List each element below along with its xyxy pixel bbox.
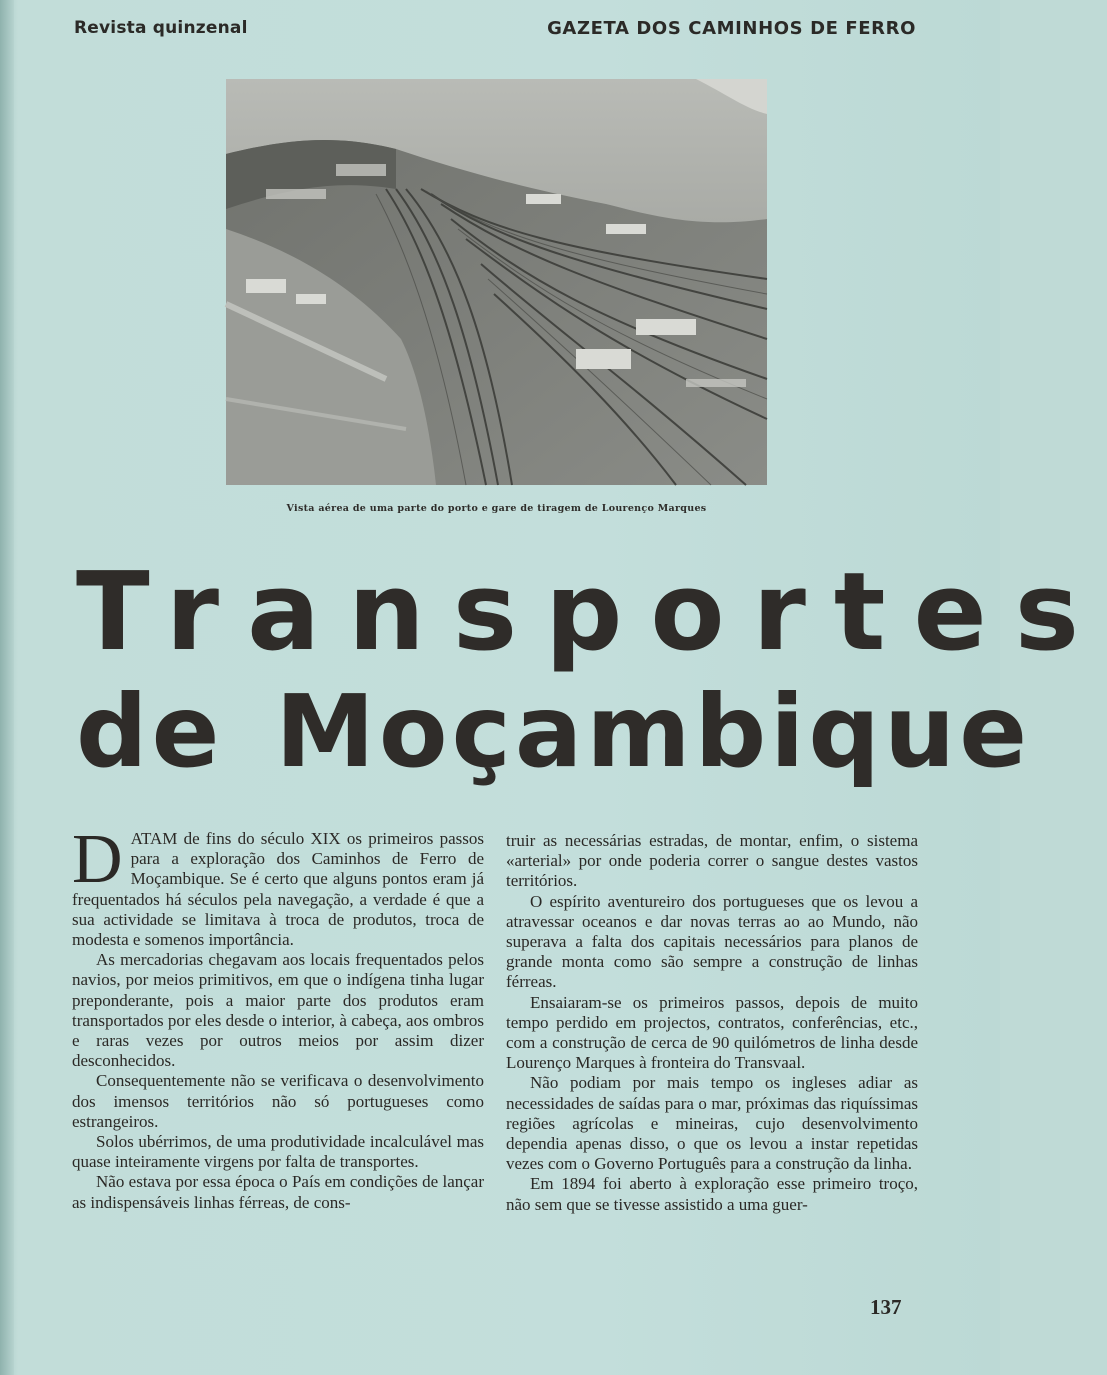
- article-paragraph-continuation: truir as necessárias estradas, de montar, enfim, o sistema «arterial» por onde poderia correr o sangue destes vastos territórios.: [506, 831, 918, 891]
- article-paragraph: Em 1894 foi aberto à exploração esse primeiro troço, não sem que se tivesse assistido a uma guer-: [506, 1174, 918, 1214]
- article-paragraph: Não podiam por mais tempo os ingleses adiar as necessidades de saídas para o mar, próximas das riquíssimas regiões agrícolas e mineiras, cujo desenvolvimento dependia apenas disso, o que os levou a instar repetidas vezes com o Governo Português para a construção da linha.: [506, 1073, 918, 1174]
- article-title-line-1: Transportes: [76, 550, 1107, 675]
- article-paragraph: As mercadorias chegavam aos locais frequentados pelos navios, por meios primitivos, em que o indígena tinha lugar preponderante, pois a maior parte dos produtos eram transportados por eles desde o interior, à cabeça, aos ombros e raras vezes por outros meios por assim dizer desconhecidos.: [72, 950, 484, 1071]
- photo-caption: Vista aérea de uma parte do porto e gare de tiragem de Lourenço Marques: [286, 503, 707, 514]
- page-number: 137: [870, 1295, 902, 1319]
- paragraph-text: ATAM de fins do século XIX os primeiros passos para a exploração dos Caminhos de Ferro de Moçambique. Se é certo que alguns pontos eram já frequentados há séculos pela navegação, a verdade é que a sua actividade se limitava à troca de produtos, troca de modesta e somenos importância.: [72, 829, 484, 950]
- aerial-photo: [226, 79, 767, 485]
- article-column-right: [506, 831, 918, 1215]
- article-title-word-de: de: [76, 673, 224, 790]
- page-spine-shadow: [0, 0, 14, 1375]
- header-issue-frequency: Revista quinzenal: [74, 18, 248, 38]
- article-paragraph: Ensaiaram-se os primeiros passos, depois de muito tempo perdido em projectos, contratos, conferências, etc., com a construção de cerca de 90 quilómetros de linha desde Lourenço Marques à fronteira do Transvaal.: [506, 992, 918, 1073]
- article-paragraph: Não estava por essa época o País em condições de lançar as indispensáveis linhas férreas, de cons-: [72, 1172, 484, 1212]
- article-paragraph: Solos ubérrimos, de uma produtividade incalculável mas quase inteiramente virgens por falta de transportes.: [72, 1132, 484, 1172]
- aerial-photo-icon: [226, 79, 767, 485]
- article-paragraph: [72, 821, 484, 950]
- drop-cap: D: [72, 821, 123, 898]
- article-paragraph: O espírito aventureiro dos portugueses que os levou a atravessar oceanos e dar novas terras ao ao Mundo, não superava a falta dos capitais necessários para planos de grande monta como são sempre a construção de linhas férreas.: [506, 891, 918, 992]
- header-magazine-title: GAZETA DOS CAMINHOS DE FERRO: [547, 18, 916, 39]
- article-paragraph: Consequentemente não se verificava o desenvolvimento dos imensos territórios não só portugueses como estrangeiros.: [72, 1071, 484, 1131]
- article-column-left: [72, 821, 484, 1213]
- article-title-word-mocambique: Moçambique: [275, 673, 1032, 790]
- article-title-line-2: [76, 672, 1032, 792]
